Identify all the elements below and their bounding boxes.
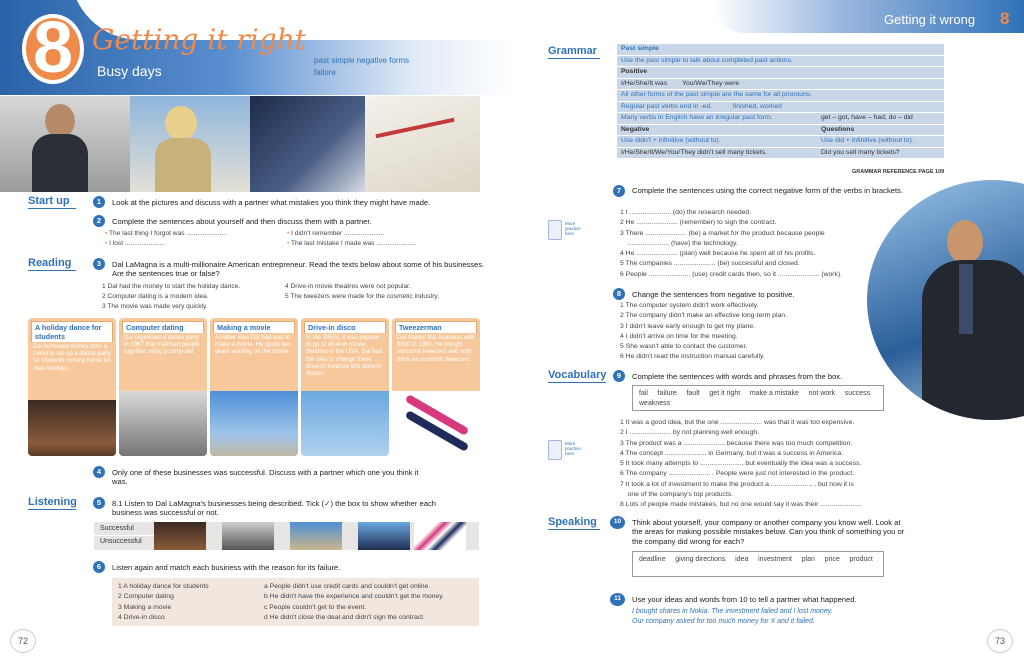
vocabulary-word-box: fail failure fault get it right make a mistake not work success weakness (632, 385, 884, 411)
grammar-row-1: Use the past simple to talk about completed past actions. (617, 56, 944, 68)
photo-tweezers (392, 391, 480, 456)
grammar-table (617, 44, 944, 159)
grammar-row-9: I/He/She/It/We/You/They didn't sell many tickets. Did you sell many tickets? (617, 148, 944, 160)
match-left-1: 1 A holiday dance for students (118, 583, 209, 590)
grammar-row-5: Regular past verbs end in -ed. finished, worked (617, 102, 944, 114)
grammar-row-6: Many verbs in English have an irregular past form. get – got, have – had, do – did (617, 113, 944, 125)
start-up-label: Start up (28, 195, 70, 207)
grammar-rule (548, 58, 600, 59)
panel-text: Another idea Dal had was to make a movie. He spent two years working on the movie. (210, 333, 298, 389)
topic-2: failure (314, 68, 336, 77)
exercise-9-number: 9 (613, 370, 625, 382)
reading-label: Reading (28, 257, 72, 269)
exercise-2-number: 2 (93, 215, 105, 227)
photo-strip (0, 96, 480, 192)
more-practice-1[interactable]: More practice here (548, 220, 584, 248)
grammar-reference: GRAMMAR REFERENCE PAGE 109 (852, 169, 945, 175)
tick-table (94, 522, 479, 550)
listening-rule (28, 509, 76, 510)
vocabulary-label: Vocabulary (548, 369, 607, 381)
exercise-10-number: 10 (610, 516, 625, 529)
tick-box-5[interactable] (414, 522, 466, 550)
photo-couple-dancing (119, 391, 207, 456)
unit-number: 8 (32, 8, 74, 88)
photo-laptop (250, 96, 365, 192)
right-header-title: Getting it wrong (884, 12, 976, 27)
tick-row-unsuccessful: Unsuccessful (100, 538, 142, 545)
exercise-3-number: 3 (93, 258, 105, 270)
more-practice-2[interactable]: More practice here (548, 440, 584, 468)
exercise-2-text: Complete the sentences about yourself and then discuss them with a partner. (112, 217, 372, 226)
right-header-unit: 8 (1000, 9, 1010, 28)
unit-title: Getting it right (92, 23, 306, 56)
panel-tweezerman (392, 318, 480, 456)
match-right-b: b He didn't have the experience and couldn't get the money. (264, 593, 445, 601)
match-right-d: d He didn't close the deal and didn't sign the contract. (264, 613, 425, 621)
exercise-8-text: Change the sentences from negative to positive. (632, 290, 795, 299)
grammar-label: Grammar (548, 45, 597, 57)
grammar-row-2: Positive (617, 67, 944, 79)
right-page (512, 0, 1024, 657)
example-1: I bought shares in Nokia. The investment failed and I lost money. (632, 608, 833, 615)
listening-label: Listening (28, 496, 77, 508)
tick-box-1[interactable] (154, 522, 206, 550)
exercise-3-item-2: 2 Computer dating is a modern idea. (102, 293, 209, 300)
exercise-5-text: 8.1 Listen to Dal LaMagna's businesses being described. Tick (✓) the box to show whether each business was successful or not. (112, 499, 436, 518)
panel-text: Dal started this business with $500 in 1980. He bought industrial tweezers and sold them as cosmetic tweezers. (392, 333, 480, 389)
panel-text: Dal borrowed money from a friend to set up a dance party for students coming home for their holidays. (28, 342, 116, 398)
photo-businessman-circle (867, 180, 1024, 420)
panel-text: In the 1960s, it was popular to go to drive-in movie theatres in the USA. Dal had the idea to change these drive-in theatres into drive-in discos. (301, 333, 389, 389)
match-left-3: 3 Making a movie (118, 603, 172, 611)
exercise-2-item-4: • The last mistake I made was ...................... (287, 240, 417, 247)
page-number-right: 73 (987, 629, 1013, 653)
start-up-rule (28, 208, 76, 209)
panel-title: A holiday dance for students (31, 321, 113, 342)
photo-man-running (0, 96, 130, 192)
exercise-5-number: 5 (93, 497, 105, 509)
tick-box-3[interactable] (290, 522, 342, 550)
photo-drive-in (301, 391, 389, 456)
exercise-1-text: Look at the pictures and discuss with a partner what mistakes you think they might have made. (112, 198, 431, 207)
exercise-9-list: 1 It was a good idea, but the one ...................... was that it was too expensive. 2 I ...................... by not planning well enough. 3 The product was a ...................... because there was too much competition. 4 The concept ...................... in Germany, but it was a success in America. 5 It took many attempts to ......................, but eventually the idea was a success. 6 The company ...................... . People were just not interested in the product. 7 It took a lot of investment to make the product a ...................... , but now it is one of the company's top products. 8 Lots of people made mistakes, but no one would say it was their ...................... (620, 419, 862, 509)
exercise-8-list: 1 The computer system didn't work effectively. 2 The company didn't make an effective long-term plan. 3 I didn't leave early enough to get my plane. 4 I didn't arrive on time for the meeting. 5 She wasn't able to contact the customer. 6 He didn't read the instruction manual carefully. (620, 302, 787, 361)
exercise-4-text: Only one of these businesses was successful. Discuss with a partner which one you think it was. (112, 468, 419, 487)
more-practice-icon (548, 440, 562, 460)
right-header-band (712, 0, 1024, 33)
panel-title: Drive-in disco (304, 321, 386, 333)
photo-dance-party (28, 400, 116, 456)
example-2: Our company asked for too much money for X and it failed. (632, 618, 815, 625)
exercise-11-number: 11 (610, 593, 625, 606)
exercise-7-text: Complete the sentences using the correct negative form of the verbs in brackets. (632, 186, 903, 195)
reading-rule (28, 270, 76, 271)
exercise-10-text: Think about yourself, your company or another company you know well. Look at the areas for making possible mistakes below. Can you think of something you or the company did wrong for each? (632, 518, 905, 546)
exercise-11-text: Use your ideas and words from 10 to tell a partner what happened. (632, 595, 857, 604)
speaking-rule (548, 529, 600, 530)
panel-drive-in-disco (301, 318, 389, 456)
exercise-2-item-3: • I didn't remember ...................... (287, 230, 385, 237)
exercise-3-text: Dal LaMagna is a multi-millionaire American entrepreneur. Read the texts below about some of his businesses. Are the sentences true or false? (112, 260, 485, 279)
photo-film-camera (210, 391, 298, 456)
vocabulary-rule (548, 382, 606, 383)
panel-text: Dal organised a dance party in 1967 that matched people together using a computer. (119, 333, 207, 389)
exercise-6-number: 6 (93, 561, 105, 573)
exercise-7-list: 1 I ...................... (do) the research needed. 2 He ...................... (remember) to sign the contract. 3 There ...................... (be) a market for the product because people ...................... (have) the technology. 4 He ...................... (plan) well because he spent all of his profits. 5 The companies ...................... (be) successful and closed. 6 People ...................... (use) credit cards then, so it ...................... (work). (620, 209, 843, 278)
exercise-2-item-2: • I lost ...................... (105, 240, 166, 247)
exercise-9-text: Complete the sentences with words and phrases from the box. (632, 372, 843, 381)
exercise-3-item-1: 1 Dal had the money to start the holiday dance. (102, 283, 241, 290)
panel-computer-dating (119, 318, 207, 456)
panel-title: Computer dating (122, 321, 204, 333)
grammar-row-7: Negative Questions (617, 125, 944, 137)
photo-papers (365, 96, 480, 192)
match-right-a: a People didn't use credit cards and couldn't get online. (264, 583, 431, 590)
exercise-7-number: 7 (613, 185, 625, 197)
exercise-4-number: 4 (93, 466, 105, 478)
grammar-title: Past simple (617, 44, 944, 56)
page-number-left: 72 (10, 629, 36, 653)
exercise-3-item-4: 4 Drive-in movie theatres were not popular. (285, 283, 411, 290)
panel-title: Tweezerman (395, 321, 477, 333)
exercise-6-text: Listen again and match each business with the reason for its failure. (112, 563, 341, 572)
exercise-2-item-1: • The last thing I forgot was ...................... (105, 230, 227, 237)
panel-holiday-dance (28, 318, 116, 456)
grammar-row-4: All other forms of the past simple are the same for all pronouns. (617, 90, 944, 102)
speaking-word-box: deadline giving directions idea investment plan price product (632, 551, 884, 577)
more-practice-icon (548, 220, 562, 240)
match-right-c: c People couldn't get to the event. (264, 603, 367, 611)
tick-box-2[interactable] (222, 522, 274, 550)
exercise-3-item-5: 5 The tweezers were made for the cosmetic industry. (285, 293, 440, 300)
match-left-2: 2 Computer dating (118, 593, 174, 601)
photo-woman-worried (130, 96, 250, 192)
grammar-row-3: I/He/She/It was You/We/They were (617, 79, 944, 91)
exercise-8-number: 8 (613, 288, 625, 300)
match-left-4: 4 Drive-in disco (118, 613, 165, 621)
grammar-row-8: Use didn't + infinitive (without to). Use did + infinitive (without to). (617, 136, 944, 148)
exercise-3-item-3: 3 The movie was made very quickly. (102, 303, 208, 310)
tick-row-successful: Successful (100, 525, 134, 532)
topic-1: past simple negative forms (314, 56, 410, 65)
speaking-label: Speaking (548, 516, 597, 528)
panel-making-movie (210, 318, 298, 456)
exercise-1-number: 1 (93, 196, 105, 208)
panel-title: Making a movie (213, 321, 295, 333)
tick-box-4[interactable] (358, 522, 410, 550)
unit-subtitle: Busy days (97, 63, 162, 79)
match-table (112, 578, 479, 626)
